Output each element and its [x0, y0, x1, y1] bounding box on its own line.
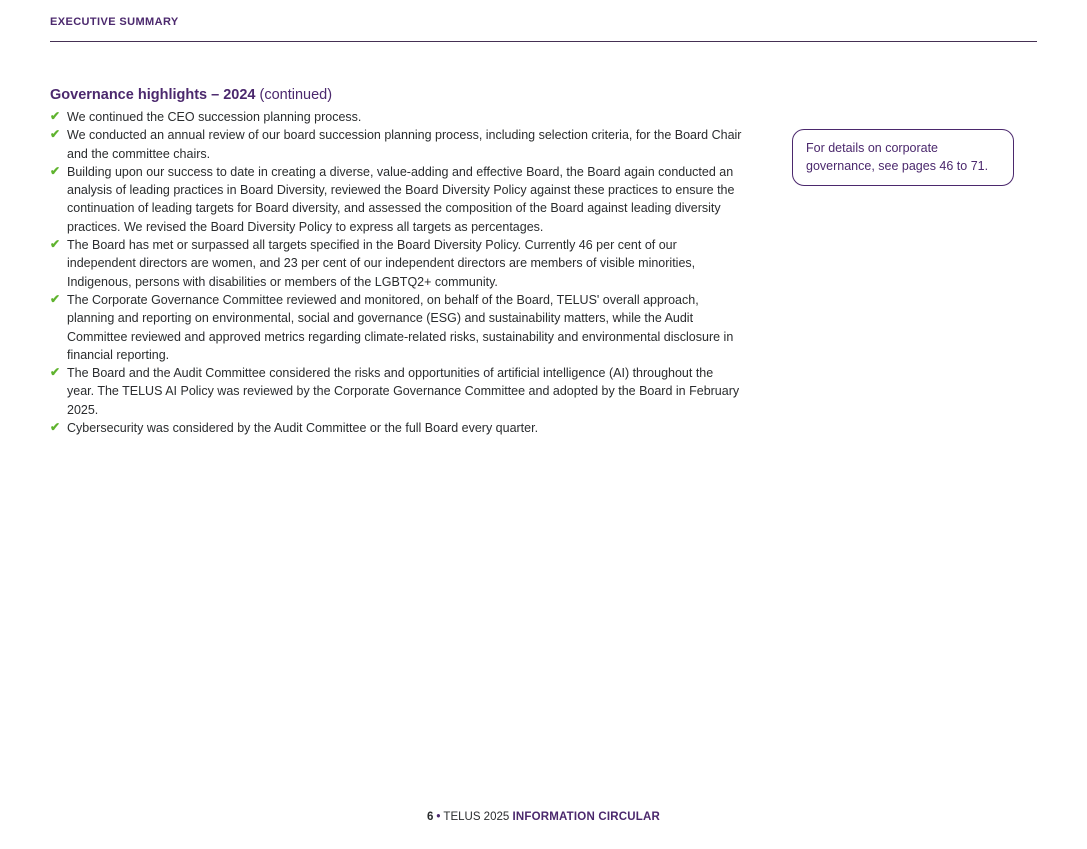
- governance-bullet-list: [50, 108, 742, 437]
- checkmark-icon: ✔: [50, 127, 61, 142]
- bullet-text: Cybersecurity was considered by the Audit Committee or the full Board every quarter.: [67, 421, 539, 436]
- governance-bullet-item: [50, 163, 742, 236]
- bullet-text: The Board and the Audit Committee considered the risks and opportunities of artificial intelligence (AI) throughout the year. The TELUS AI Policy was reviewed by the Corporate Governance Committee and adopted by the Board in February 2025.: [67, 366, 740, 417]
- bullet-text: We continued the CEO succession planning process.: [67, 110, 362, 124]
- bullet-text: Building upon our success to date in creating a diverse, value-adding and effective Board, the Board again conducted an analysis of leading practices in Board Diversity, reviewed the Board Diversity Policy against these practices to ensure the continuation of leading targets for Board diversity, and assessed the composition of the Board against leading diversity practices. We revised the Board Diversity Policy to express all targets as percentages.: [67, 164, 735, 234]
- governance-bullet-item: [50, 108, 742, 126]
- footer-separator: •: [436, 811, 441, 823]
- checkmark-icon: ✔: [50, 237, 61, 252]
- checkmark-icon: ✔: [50, 365, 61, 380]
- main-content: [50, 87, 742, 437]
- governance-bullet-item: [50, 419, 742, 437]
- page-number: 6: [426, 811, 434, 823]
- page-title: [50, 87, 742, 103]
- checkmark-icon: ✔: [50, 109, 61, 123]
- governance-bullet-item: [50, 291, 742, 364]
- page-title-continued: (continued): [259, 87, 333, 103]
- footer-doc-name: TELUS 2025: [443, 811, 513, 823]
- cross-reference-callout: [792, 129, 1014, 186]
- callout-text: For details on corporate governance, see pages 46 to 71.: [806, 141, 989, 173]
- checkmark-icon: ✔: [50, 291, 61, 306]
- bullet-text: The Corporate Governance Committee reviewed and monitored, on behalf of the Board, TELUS' overall approach, planning and reporting on environmental, social and governance (ESG) and sustainability matters, while the Audit Committee reviewed and approved metrics regarding climate-related risks, sustainability and environmental disclosure in financial reporting.: [67, 292, 734, 362]
- governance-bullet-item: [50, 126, 742, 163]
- section-eyebrow: EXECUTIVE SUMMARY: [50, 16, 179, 28]
- footer-doc-name-bold: INFORMATION CIRCULAR: [512, 811, 660, 823]
- bullet-text: We conducted an annual review of our board succession planning process, including selection criteria, for the Board Chair and the committee chairs.: [67, 128, 742, 161]
- governance-bullet-item: [50, 364, 742, 419]
- governance-bullet-item: [50, 236, 742, 291]
- checkmark-icon: ✔: [50, 420, 61, 435]
- page-footer: [0, 811, 1087, 823]
- page-title-text: Governance highlights – 2024: [50, 87, 260, 103]
- bullet-text: The Board has met or surpassed all targets specified in the Board Diversity Policy. Currently 46 per cent of our independent directors are women, and 23 per cent of our independent directors are members of visible minorities, Indigenous, persons with disabilities or members of the LGBTQ2+ community.: [67, 238, 696, 289]
- header-divider: [50, 41, 1037, 42]
- checkmark-icon: ✔: [50, 163, 61, 178]
